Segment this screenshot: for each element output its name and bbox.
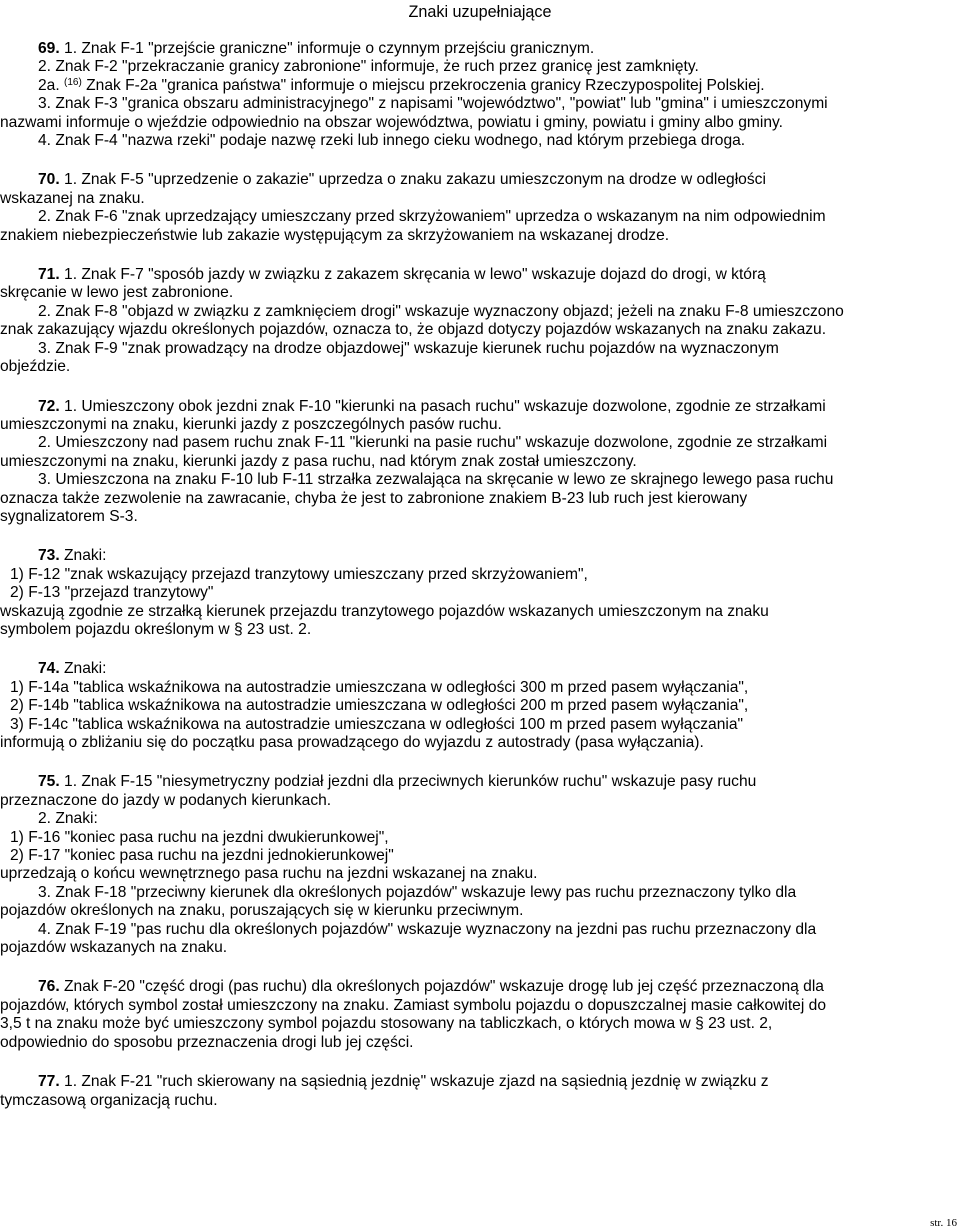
text-line: skręcanie w lewo jest zabronione.	[0, 284, 234, 302]
text-line: 4. Znak F-19 "pas ruchu dla określonych pojazdów" wskazuje wyznaczony na jezdni pas ruchu przeznaczony dla	[38, 920, 817, 938]
text-line: 71. 1. Znak F-7 "sposób jazdy w związku z zakazem skręcania w lewo" wskazuje dojazd do drogi, w którą	[38, 266, 766, 284]
paragraph-71	[0, 266, 957, 376]
text-line: 69. 1. Znak F-1 "przejście graniczne" informuje o czynnym przejściu granicznym.	[38, 40, 595, 57]
text-line: 73. Znaki:	[38, 547, 107, 565]
paragraph-77	[0, 1073, 957, 1110]
list-item: 1) F-12 "znak wskazujący przejazd tranzytowy umieszczany przed skrzyżowaniem",	[10, 565, 588, 583]
paragraph-number: 77.	[38, 1073, 60, 1091]
text-line: umieszczonymi na znaku, kierunki jazdy z poszczególnych pasów ruchu.	[0, 415, 502, 433]
text-line: wskazanej na znaku.	[0, 189, 145, 207]
text-line: symbolem pojazdu określonym w § 23 ust. 2.	[0, 620, 312, 638]
text-line: 2. Znak F-8 "objazd w związku z zamknięciem drogi" wskazuje wyznaczony objazd; jeżeli na znaku F-8 umieszczono	[38, 302, 844, 320]
document-body	[0, 40, 957, 1110]
list-item: 2) F-13 "przejazd tranzytowy"	[10, 584, 214, 602]
text-line: sygnalizatorem S-3.	[0, 507, 138, 525]
paragraph-number: 70.	[38, 171, 60, 189]
text-line: umieszczonymi na znaku, kierunki jazdy z pasa ruchu, nad którym znak został umieszczony.	[0, 452, 637, 470]
text-line: oznacza także zezwolenie na zawracanie, chyba że jest to zabronione znakiem B-23 lub ruch jest kierowany	[0, 489, 748, 507]
paragraph-number: 72.	[38, 397, 60, 415]
text-line: 2a. $^{(16)}$ Znak F-2a "granica państwa" informuje o miejscu przekroczenia granicy Rzeczypospolitej Polskiej.	[38, 76, 765, 94]
list-item: 2) F-17 "koniec pasa ruchu na jezdni jednokierunkowej"	[10, 847, 394, 865]
text-line: znak zakazujący wjazdu określonych pojazdów, oznacza to, że objazd dotyczy pojazdów wskazanych na znaku zakazu.	[0, 321, 827, 339]
paragraph-72	[0, 398, 957, 527]
text-line: 2. Znak F-6 "znak uprzedzający umieszczany przed skrzyżowaniem" uprzedza o wskazanym na nim odpowiednim	[38, 208, 826, 226]
page-number: str. 16	[930, 1217, 957, 1229]
paragraph-76	[0, 978, 957, 1052]
list-item: 3) F-14c "tablica wskaźnikowa na autostradzie umieszczana w odległości 100 m przed pasem wyłączania"	[10, 715, 744, 733]
text-line: pojazdów wskazanych na znaku.	[0, 939, 228, 957]
paragraph-number: 74.	[38, 660, 60, 678]
text-line: 3. Znak F-18 "przeciwny kierunek dla określonych pojazdów" wskazuje lewy pas ruchu przeznaczony tylko dla	[38, 883, 797, 901]
text-line: 3,5 t na znaku może być umieszczony symbol pojazdu stosowany na tabliczkach, o których mowa w § 23 ust. 2,	[0, 1015, 773, 1033]
text-line: 77. 1. Znak F-21 "ruch skierowany na sąsiednią jezdnię" wskazuje zjazd na sąsiednią jezdnię w związku z	[38, 1073, 769, 1091]
text-line: tymczasową organizacją ruchu.	[0, 1091, 218, 1109]
text-line: nazwami informuje o wjeździe odpowiednio na obszar województwa, powiatu i gminy, powiatu i gminy albo gminy.	[0, 113, 783, 131]
text-line: znakiem niebezpieczeństwie lub zakazie występującym za skrzyżowaniem na wskazanej drodze.	[0, 226, 670, 244]
text-line: objeździe.	[0, 358, 71, 376]
list-item: 2) F-14b "tablica wskaźnikowa na autostradzie umieszczana w odległości 200 m przed pasem wyłączania",	[10, 697, 749, 715]
paragraph-70	[0, 171, 957, 245]
text-line: 70. 1. Znak F-5 "uprzedzenie o zakazie" uprzedza o znaku zakazu umieszczonym na drodze w odległości	[38, 171, 766, 189]
text-line: 2. Umieszczony nad pasem ruchu znak F-11 "kierunki na pasie ruchu" wskazuje dozwolone, zgodnie ze strzałkami	[38, 434, 828, 452]
text-line: 75. 1. Znak F-15 "niesymetryczny podział jezdni dla przeciwnych kierunków ruchu" wskazuje pasy ruchu	[38, 773, 757, 791]
paragraph-number: 75.	[38, 773, 60, 791]
paragraph-73	[0, 547, 957, 639]
text-line: informują o zbliżaniu się do początku pasa prowadzącego do wyjazdu z autostrady (pasa wyłączania).	[0, 734, 704, 751]
text-line: odpowiednio do sposobu przeznaczenia drogi lub jej części.	[0, 1033, 414, 1051]
paragraph-74	[0, 660, 957, 752]
text-line: 2. Znaki:	[38, 810, 98, 828]
text-line: pojazdów, których symbol został umieszczony na znaku. Zamiast symbolu pojazdu o dopuszczalnej masie całkowitej do	[0, 996, 826, 1014]
text-line: 74. Znaki:	[38, 660, 107, 678]
text-line: 72. 1. Umieszczony obok jezdni znak F-10 "kierunki na pasach ruchu" wskazuje dozwolone, zgodnie ze strzałkami	[38, 397, 826, 415]
footnote-marker: (16)	[64, 76, 82, 88]
text-line: 2. Znak F-2 "przekraczanie granicy zabronione" informuje, że ruch przez granicę jest zamknięty.	[38, 58, 699, 76]
text-line: wskazują zgodnie ze strzałką kierunek przejazdu tranzytowego pojazdów wskazanych umieszczonym na znaku	[0, 602, 769, 620]
list-item: 1) F-14a "tablica wskaźnikowa na autostradzie umieszczana w odległości 300 m przed pasem wyłączania",	[10, 678, 749, 696]
text-line: 3. Znak F-3 "granica obszaru administracyjnego" z napisami "województwo", "powiat" lub "gmina" i umieszczonymi	[38, 95, 828, 113]
text-line: przeznaczone do jazdy w podanych kierunkach.	[0, 791, 332, 809]
paragraph-69	[0, 40, 957, 150]
text-line: 4. Znak F-4 "nazwa rzeki" podaje nazwę rzeki lub innego cieku wodnego, nad którym przebiega droga.	[38, 132, 746, 150]
text-line: 3. Znak F-9 "znak prowadzący na drodze objazdowej" wskazuje kierunek ruchu pojazdów na wyznaczonym	[38, 339, 779, 357]
paragraph-number: 69.	[38, 40, 60, 57]
paragraph-75	[0, 773, 957, 957]
text-line: 3. Umieszczona na znaku F-10 lub F-11 strzałka zezwalająca na skręcanie w lewo ze skrajnego lewego pasa ruchu	[38, 471, 834, 489]
page-header-title: Znaki uzupełniające	[408, 3, 552, 21]
text-line: 76. Znak F-20 "część drogi (pas ruchu) dla określonych pojazdów" wskazuje drogę lub jej część przeznaczoną dla	[38, 978, 824, 996]
list-item: 1) F-16 "koniec pasa ruchu na jezdni dwukierunkowej",	[10, 828, 389, 846]
paragraph-number: 71.	[38, 266, 60, 284]
text-line: pojazdów określonych na znaku, poruszających się w kierunku przeciwnym.	[0, 902, 524, 920]
paragraph-number: 76.	[38, 978, 60, 996]
paragraph-number: 73.	[38, 547, 60, 565]
text-line: uprzedzają o końcu wewnętrznego pasa ruchu na jezdni wskazanej na znaku.	[0, 865, 538, 883]
